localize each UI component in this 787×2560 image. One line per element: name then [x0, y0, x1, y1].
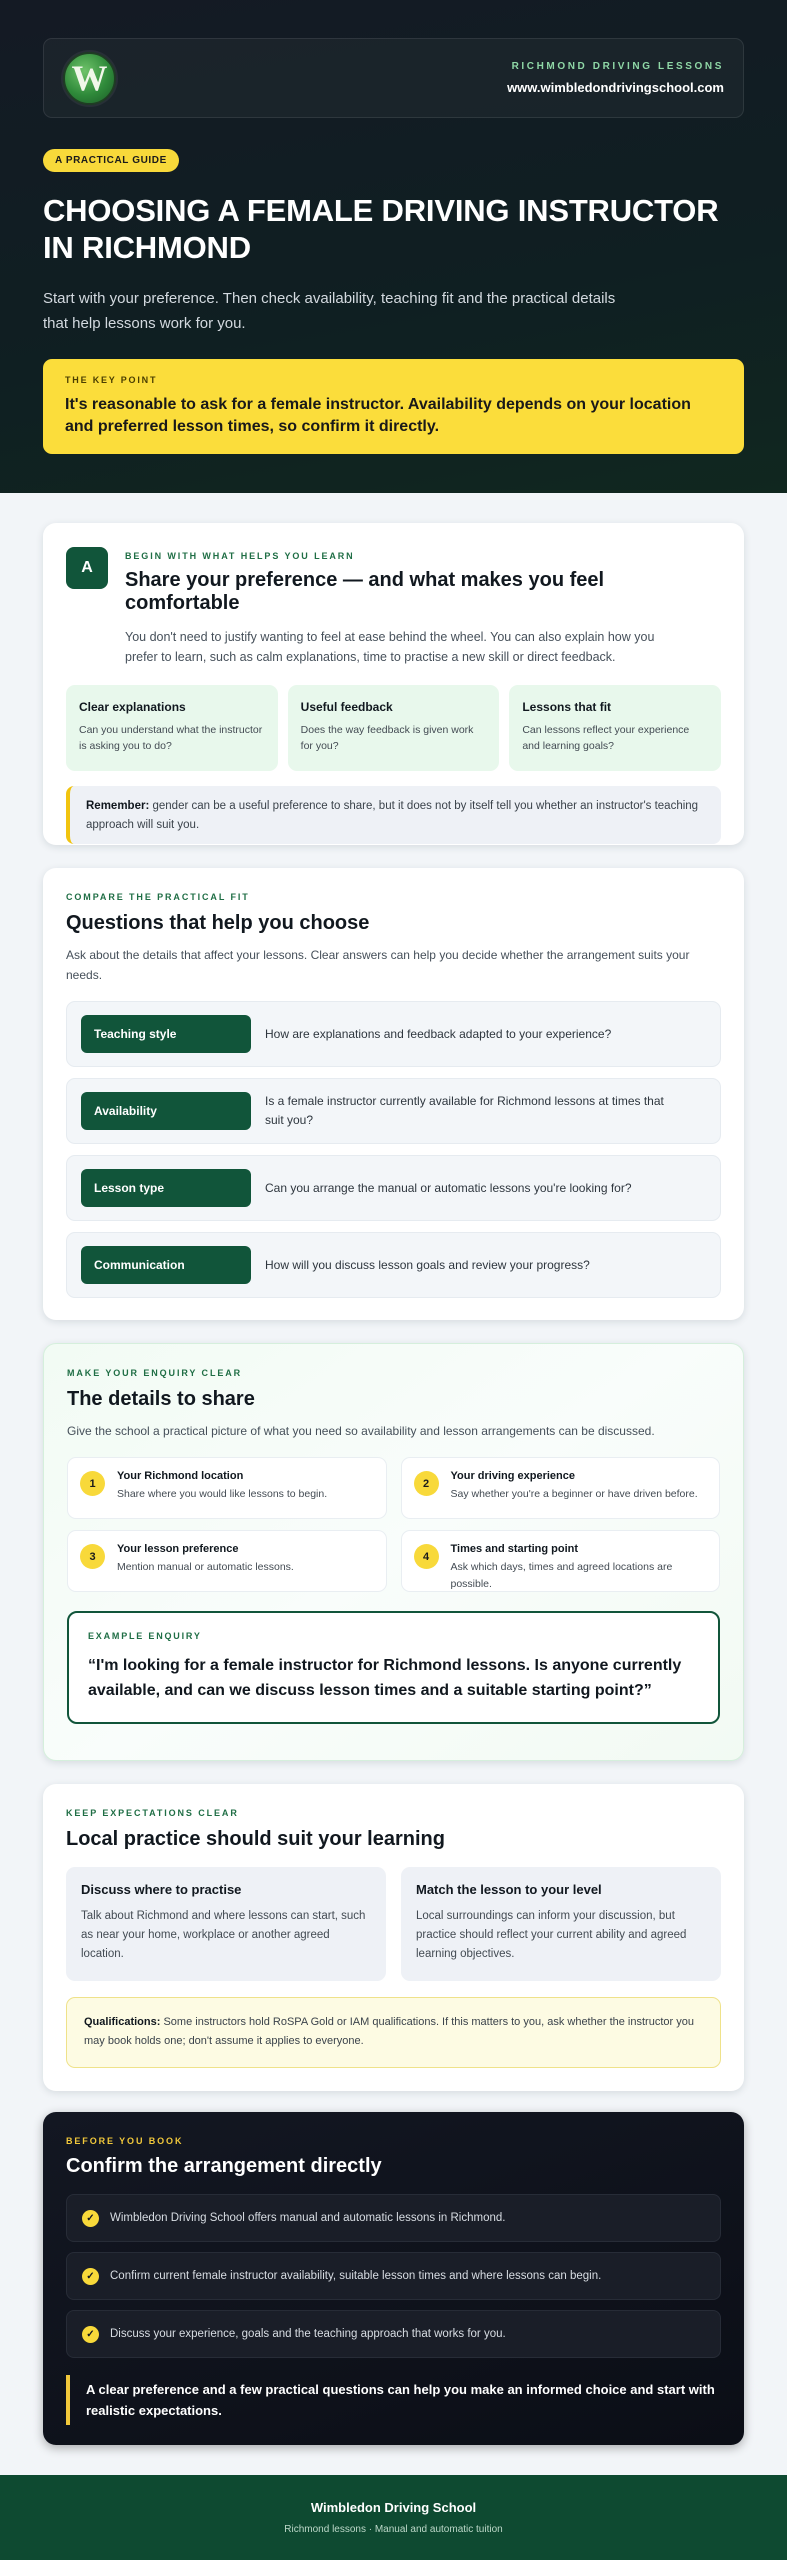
step-title: Your lesson preference [117, 1543, 239, 1555]
brand-block [507, 61, 724, 95]
qualifications-note [66, 1997, 721, 2068]
step-title: Your Richmond location [117, 1470, 244, 1482]
step-desc: Share where you would like lessons to begin. [117, 1488, 328, 1500]
step-title: Times and starting point [450, 1543, 579, 1555]
section-badge: A [66, 547, 108, 589]
step-title: Your driving experience [450, 1470, 576, 1482]
question-text: How will you discuss lesson goals and review your progress? [265, 1257, 590, 1272]
question-text: Is a female instructor currently available for Richmond lessons at times that suit you? [265, 1094, 664, 1127]
step-lesson-preference [67, 1530, 387, 1592]
logo-letter: W [71, 58, 108, 98]
chip-desc: Can lessons reflect your experience and learning goals? [522, 724, 690, 752]
preference-card [43, 523, 744, 845]
details-title: The details to share [67, 1388, 255, 1410]
col-title: Match the lesson to your level [416, 1882, 602, 1897]
details-intro: Give the school a practical picture of what you need so availability and lesson arrangements can be discussed. [67, 1424, 655, 1438]
question-row-teaching-style [66, 1001, 721, 1067]
questions-intro: Ask about the details that affect your lessons. Clear answers can help you decide whether the arrangement suits your needs. [66, 948, 690, 982]
chip-desc: Does the way feedback is given work for you? [300, 724, 474, 752]
check-icon: ✓ [82, 2268, 99, 2285]
guide-pill: A PRACTICAL GUIDE [43, 149, 179, 172]
preference-intro: You don't need to justify wanting to feel at ease behind the wheel. You can also explain how you prefer to learn, such as calm explanations, time to practise a new skill or direct feedback. [125, 630, 655, 664]
checklist-text: Discuss your experience, goals and the teaching approach that works for you. [110, 2328, 506, 2340]
key-point-eyebrow: THE KEY POINT [65, 375, 158, 385]
check-icon: ✓ [82, 2210, 99, 2227]
local-practice-card [43, 1784, 744, 2091]
checklist-text: Wimbledon Driving School offers manual and automatic lessons in Richmond. [110, 2212, 506, 2224]
step-number: 2 [414, 1471, 439, 1496]
chip-useful-feedback [288, 685, 500, 771]
details-card [43, 1343, 744, 1761]
hero-section [0, 0, 787, 493]
col-desc: Talk about Richmond and where lessons can start, such as near your home, workplace or another agreed location. [81, 1910, 366, 1960]
chip-lessons-that-fit [509, 685, 721, 771]
example-enquiry [67, 1611, 720, 1724]
quals-text: Some instructors hold RoSPA Gold or IAM qualifications. If this matters to you, ask whether the instructor you may book holds one; don't assume it applies to everyone. [84, 2016, 694, 2047]
remember-text: gender can be a useful preference to share, but it does not by itself tell you whether an instructor's teaching approach will suit you. [86, 800, 699, 831]
question-label: Availability [81, 1092, 251, 1130]
preference-eyebrow: BEGIN WITH WHAT HELPS YOU LEARN [125, 551, 355, 561]
chip-title: Useful feedback [300, 700, 393, 714]
step-number: 3 [80, 1544, 105, 1569]
chip-clear-explanations [66, 685, 278, 771]
local-columns [66, 1867, 721, 1981]
footer-tagline: Richmond lessons · Manual and automatic tuition [284, 2524, 503, 2535]
checklist-item [66, 2252, 721, 2300]
closing-statement: A clear preference and a few practical questions can help you make an informed choice and start with realistic expectations. [66, 2375, 721, 2425]
questions-card [43, 868, 744, 1320]
step-location [67, 1457, 387, 1519]
key-point-box [43, 359, 744, 454]
local-eyebrow: KEEP EXPECTATIONS CLEAR [66, 1808, 239, 1818]
site-header [43, 38, 744, 118]
school-logo[interactable] [63, 52, 116, 105]
step-number: 1 [80, 1471, 105, 1496]
brand-name: RICHMOND DRIVING LESSONS [511, 61, 724, 72]
confirm-checklist [66, 2194, 721, 2358]
step-desc: Ask which days, times and agreed locations are possible. [450, 1561, 673, 1590]
checklist-text: Confirm current female instructor availability, suitable lesson times and where lessons can begin. [110, 2270, 602, 2282]
key-point-text: It's reasonable to ask for a female instructor. Availability depends on your location and preferred lesson times, so confirm it directly. [65, 396, 691, 435]
question-label: Teaching style [81, 1015, 251, 1053]
questions-title: Questions that help you choose [66, 912, 370, 934]
chip-title: Clear explanations [79, 700, 186, 714]
step-desc: Mention manual or automatic lessons. [117, 1561, 294, 1573]
preference-title: Share your preference — and what makes you feel comfortable [125, 569, 605, 614]
question-row-availability [66, 1078, 721, 1144]
remember-note [66, 786, 721, 844]
confirm-card [43, 2112, 744, 2445]
question-label: Communication [81, 1246, 251, 1284]
remember-label: Remember: [86, 800, 150, 812]
website-link[interactable]: www.wimbledondrivingschool.com [507, 80, 724, 95]
quals-label: Qualifications: [84, 2016, 161, 2028]
confirm-eyebrow: BEFORE YOU BOOK [66, 2136, 184, 2146]
col-match-level [401, 1867, 721, 1981]
confirm-title: Confirm the arrangement directly [66, 2155, 382, 2177]
footer-school-name: Wimbledon Driving School [310, 2500, 477, 2515]
details-eyebrow: MAKE YOUR ENQUIRY CLEAR [67, 1368, 243, 1378]
checklist-item [66, 2194, 721, 2242]
example-text: “I'm looking for a female instructor for Richmond lessons. Is anyone currently available, and can we discuss lesson times and a suitable starting point?” [88, 1657, 682, 1699]
local-title: Local practice should suit your learning [66, 1828, 445, 1850]
col-where-to-practise [66, 1867, 386, 1981]
page-title: CHOOSING A FEMALE DRIVING INSTRUCTOR IN RICHMOND [43, 193, 719, 265]
check-icon: ✓ [82, 2326, 99, 2343]
question-row-communication [66, 1232, 721, 1298]
example-label: EXAMPLE ENQUIRY [88, 1631, 202, 1641]
checklist-item [66, 2310, 721, 2358]
chip-desc: Can you understand what the instructor is asking you to do? [79, 724, 263, 752]
step-number: 4 [414, 1544, 439, 1569]
question-label: Lesson type [81, 1169, 251, 1207]
question-row-lesson-type [66, 1155, 721, 1221]
details-steps [67, 1457, 720, 1592]
step-desc: Say whether you're a beginner or have driven before. [450, 1488, 698, 1500]
preference-chips [66, 685, 721, 771]
col-desc: Local surroundings can inform your discussion, but practice should reflect your current ability and agreed learning objectives. [416, 1910, 687, 1960]
questions-eyebrow: COMPARE THE PRACTICAL FIT [66, 892, 250, 902]
step-times [401, 1530, 721, 1592]
question-text: Can you arrange the manual or automatic lessons you're looking for? [265, 1180, 632, 1195]
step-experience [401, 1457, 721, 1519]
site-footer [0, 2475, 787, 2560]
questions-list [66, 1001, 721, 1298]
hero-lead: Start with your preference. Then check availability, teaching fit and the practical details that help lessons work for you. [43, 290, 616, 332]
question-text: How are explanations and feedback adapted to your experience? [265, 1026, 612, 1041]
col-title: Discuss where to practise [81, 1882, 242, 1897]
chip-title: Lessons that fit [522, 700, 612, 714]
